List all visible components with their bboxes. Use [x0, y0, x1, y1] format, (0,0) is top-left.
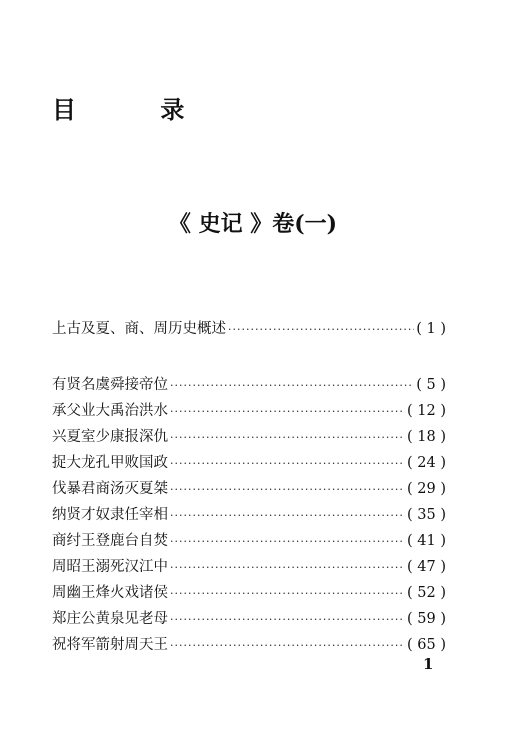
toc-entry [52, 424, 446, 450]
toc-entry-page: ( 29 ) [407, 481, 446, 497]
dot-leader [228, 317, 414, 343]
toc-entry-title: 有贤名虞舜接帝位 [52, 377, 168, 393]
toc-entry [52, 372, 446, 398]
dot-leader [170, 581, 405, 607]
toc-entry [52, 316, 446, 342]
toc-entry-page: ( 47 ) [407, 559, 446, 575]
toc-entry [52, 606, 446, 632]
toc-entry-page: ( 65 ) [407, 637, 446, 653]
dot-leader [170, 503, 405, 529]
toc-entry-page: ( 52 ) [407, 585, 446, 601]
toc-entry [52, 632, 446, 658]
toc-entry-page: ( 35 ) [407, 507, 446, 523]
contents-heading: 目 录 [52, 96, 223, 124]
toc-entry-title: 兴夏室少康报深仇 [52, 429, 168, 445]
toc-entry-title: 郑庄公黄泉见老母 [52, 611, 168, 627]
toc-entry-title: 捉大龙孔甲败国政 [52, 455, 168, 471]
toc-entry-title: 上古及夏、商、周历史概述 [52, 321, 226, 337]
dot-leader [170, 633, 405, 659]
toc-entry-title: 周幽王烽火戏诸侯 [52, 585, 168, 601]
dot-leader [170, 477, 405, 503]
toc-entry-title: 纳贤才奴隶任宰相 [52, 507, 168, 523]
toc-entry-page: ( 12 ) [407, 403, 446, 419]
dot-leader [170, 607, 405, 633]
toc-entry [52, 502, 446, 528]
toc-entry-page: ( 18 ) [407, 429, 446, 445]
toc-entry-page: ( 1 ) [416, 321, 446, 337]
dot-leader [170, 373, 414, 399]
toc-entry [52, 398, 446, 424]
table-of-contents [52, 316, 446, 658]
dot-leader [170, 399, 405, 425]
toc-entry [52, 450, 446, 476]
toc-entry-page: ( 41 ) [407, 533, 446, 549]
toc-entry [52, 528, 446, 554]
toc-entry-title: 承父业大禹治洪水 [52, 403, 168, 419]
toc-entry-title: 商纣王登鹿台自焚 [52, 533, 168, 549]
toc-entry [52, 476, 446, 502]
page-number: 1 [423, 655, 434, 673]
dot-leader [170, 425, 405, 451]
dot-leader [170, 529, 405, 555]
toc-entry-page: ( 5 ) [416, 377, 446, 393]
toc-entry-page: ( 24 ) [407, 455, 446, 471]
dot-leader [170, 451, 405, 477]
toc-entry-title: 周昭王溺死汉江中 [52, 559, 168, 575]
toc-entry-title: 伐暴君商汤灭夏桀 [52, 481, 168, 497]
toc-entry [52, 554, 446, 580]
toc-entry-page: ( 59 ) [407, 611, 446, 627]
volume-title: 《 史记 》卷(一) [168, 211, 338, 237]
toc-entry [52, 580, 446, 606]
toc-entry-title: 祝将军箭射周天王 [52, 637, 168, 653]
dot-leader [170, 555, 405, 581]
